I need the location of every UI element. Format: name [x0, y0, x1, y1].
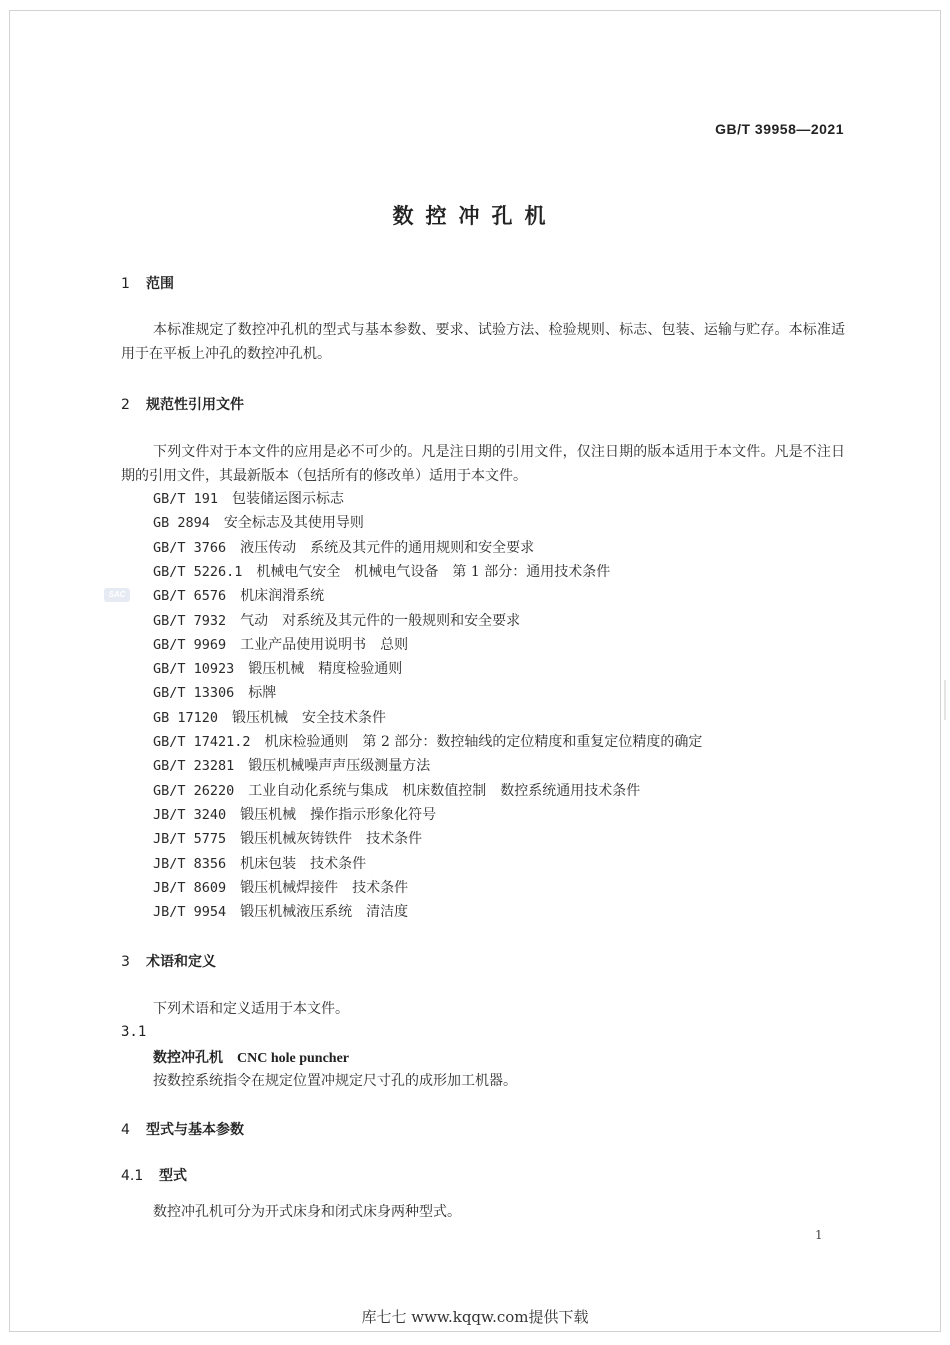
- reference-title: 工业自动化系统与集成 机床数值控制 数控系统通用技术条件: [248, 782, 641, 799]
- standard-code: GB/T 39958—2021: [715, 121, 844, 137]
- reference-code: JB/T 8356: [153, 855, 227, 872]
- page-number: 1: [815, 1228, 823, 1242]
- reference-code: JB/T 8609: [153, 879, 227, 896]
- section-4-heading: [121, 1119, 244, 1139]
- reference-title: 锻压机械液压系统 清洁度: [240, 904, 409, 921]
- reference-item: [153, 876, 408, 900]
- reference-title: 锻压机械 操作指示形象化符号: [240, 806, 437, 823]
- section-title: 型式与基本参数: [146, 1122, 244, 1138]
- reference-code: GB/T 13306: [153, 685, 235, 702]
- reference-code: GB/T 23281: [153, 758, 235, 775]
- reference-item: [153, 609, 520, 633]
- section-2-paragraph: 下列文件对于本文件的应用是必不可少的。凡是注日期的引用文件，仅注日期的版本适用于本文件。凡是不注日期的引用文件，其最新版本（包括所有的修改单）适用于本文件。: [121, 444, 845, 484]
- reference-title: 标牌: [248, 685, 277, 702]
- reference-item: [153, 681, 276, 705]
- reference-title: 气动 对系统及其元件的一般规则和安全要求: [240, 612, 521, 629]
- reference-code: GB/T 26220: [153, 782, 235, 799]
- reference-code: GB/T 7932: [153, 612, 227, 629]
- subsection-number: 4.1: [121, 1168, 144, 1184]
- section-number: 2: [121, 397, 130, 413]
- section-title: 术语和定义: [146, 954, 216, 970]
- term-definition: 按数控系统指令在规定位置冲规定尺寸孔的成形加工机器。: [153, 1073, 517, 1089]
- reference-code: GB/T 191: [153, 491, 219, 507]
- reference-title: 机床润滑系统: [240, 588, 325, 605]
- reference-code: JB/T 9954: [153, 904, 227, 921]
- reference-item: [153, 536, 534, 560]
- reference-item: [153, 827, 422, 851]
- reference-item: [153, 779, 640, 803]
- reference-title: 机床检验通则 第 2 部分：数控轴线的定位精度和重复定位精度的确定: [264, 734, 703, 750]
- term-name: [153, 1047, 349, 1067]
- reference-item: [153, 900, 408, 924]
- reference-code: JB/T 5775: [153, 831, 227, 848]
- reference-item: [153, 487, 344, 511]
- subsection-4-1-paragraph: 数控冲孔机可分为开式床身和闭式床身两种型式。: [153, 1204, 461, 1220]
- reference-code: GB/T 17421.2: [153, 734, 251, 750]
- reference-title: 锻压机械 安全技术条件: [232, 709, 387, 726]
- term-name-en: CNC hole puncher: [237, 1051, 350, 1066]
- section-number: 4: [121, 1122, 130, 1138]
- reference-code: GB/T 10923: [153, 661, 235, 678]
- reference-item: [153, 803, 436, 827]
- reference-code: GB/T 3766: [153, 539, 227, 556]
- section-3-heading: [121, 951, 216, 971]
- reference-title: 机床包装 技术条件: [240, 855, 367, 872]
- reference-title: 机械电气安全 机械电气设备 第 1 部分：通用技术条件: [256, 563, 611, 580]
- section-number: 1: [121, 276, 130, 292]
- section-title: 范围: [146, 276, 174, 292]
- download-watermark: 库七七 www.kqqw.com提供下载: [361, 1308, 589, 1326]
- section-1-heading: [121, 273, 174, 293]
- reference-title: 锻压机械噪声声压级测量方法: [248, 758, 431, 775]
- reference-item: [153, 730, 702, 754]
- reference-title: 安全标志及其使用导则: [223, 515, 364, 532]
- reference-code: GB 2894: [153, 515, 210, 532]
- reference-code: GB/T 6576: [153, 588, 227, 605]
- side-stamp-mark: SAC: [104, 588, 130, 602]
- reference-title: 工业产品使用说明书 总则: [240, 636, 409, 653]
- reference-title: 液压传动 系统及其元件的通用规则和安全要求: [240, 539, 535, 556]
- reference-code: JB/T 3240: [153, 806, 227, 823]
- term-number: 3.1: [121, 1024, 147, 1040]
- reference-item: [153, 852, 366, 876]
- section-2-heading: [121, 394, 244, 414]
- term-name-zh: 数控冲孔机: [153, 1050, 223, 1066]
- reference-item: [153, 511, 364, 535]
- reference-item: [153, 633, 408, 657]
- scan-edge-mark: [944, 680, 946, 720]
- reference-item: [153, 584, 324, 608]
- reference-code: GB 17120: [153, 709, 219, 726]
- reference-item: [153, 657, 402, 681]
- section-1-paragraph: 本标准规定了数控冲孔机的型式与基本参数、要求、试验方法、检验规则、标志、包装、运输与贮存。本标准适用于在平板上冲孔的数控冲孔机。: [121, 322, 845, 362]
- reference-code: GB/T 9969: [153, 636, 227, 653]
- reference-item: [153, 560, 610, 584]
- section-title: 规范性引用文件: [146, 397, 244, 413]
- reference-title: 锻压机械焊接件 技术条件: [240, 879, 409, 896]
- reference-title: 锻压机械灰铸铁件 技术条件: [240, 831, 423, 848]
- reference-code: GB/T 5226.1: [153, 563, 243, 580]
- section-number: 3: [121, 954, 130, 970]
- reference-title: 包装储运图示标志: [232, 491, 345, 507]
- subsection-4-1-heading: [121, 1165, 187, 1185]
- reference-item: [153, 754, 430, 778]
- reference-title: 锻压机械 精度检验通则: [248, 661, 403, 678]
- reference-item: [153, 706, 386, 730]
- section-3-paragraph: 下列术语和定义适用于本文件。: [153, 1001, 349, 1017]
- document-title: 数控冲孔机: [392, 204, 558, 228]
- subsection-title: 型式: [159, 1168, 187, 1184]
